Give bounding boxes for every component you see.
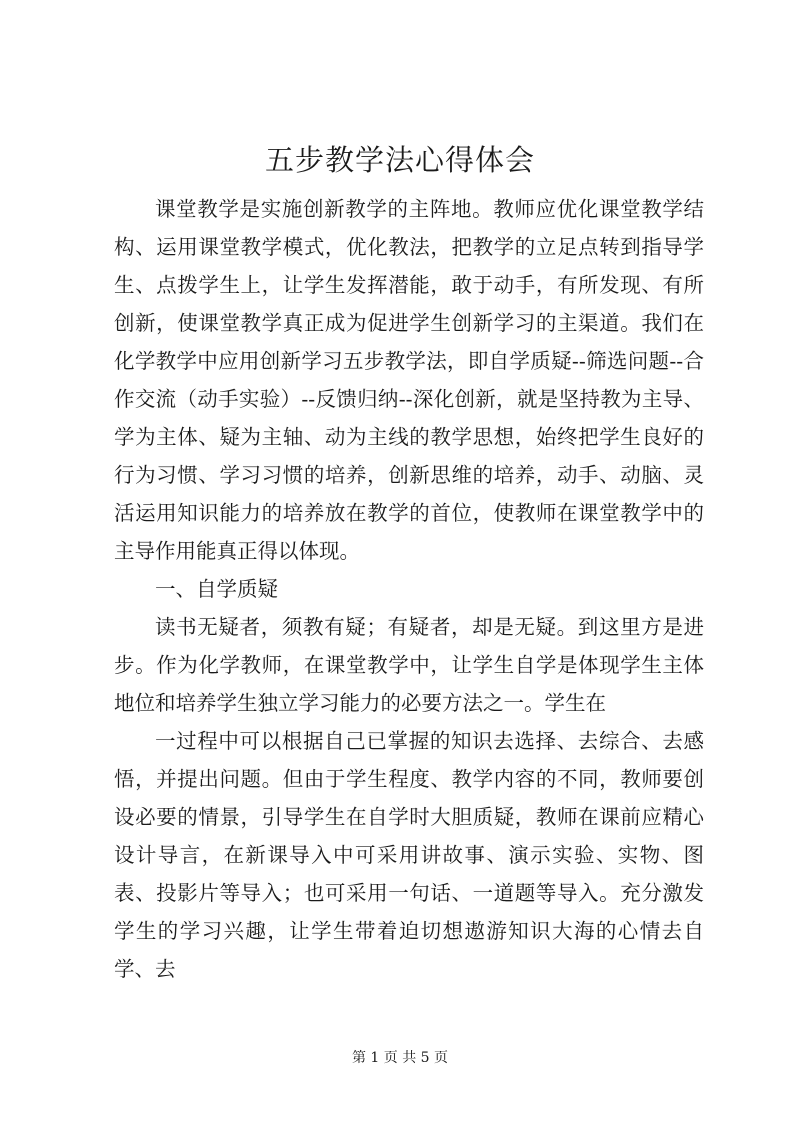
paragraph-self-study: 读书无疑者，须教有疑；有疑者，却是无疑。到这里方是进步。作为化学教师，在课堂教学中，让学生自学是体现学生主体地位和培养学生独立学习能力的必要方法之一。学生在 bbox=[114, 615, 704, 715]
section-heading-self-study: 一、自学质疑 bbox=[155, 577, 278, 601]
page-footer: 第 1 页 共 5 页 bbox=[351, 1050, 449, 1066]
document-body bbox=[114, 190, 704, 988]
paragraph-intro: 课堂教学是实施创新教学的主阵地。教师应优化课堂教学结构、运用课堂教学模式，优化教法，把教学的立足点转到指导学生、点拨学生上，让学生发挥潜能，敢于动手，有所发现、有所创新，使课堂教学真正成为促进学生创新学习的主渠道。我们在化学教学中应用创新学习五步教学法，即自学质疑--筛选问题--合作交流（动手实验）--反馈归纳--深化创新，就是坚持教为主导、学为主体、疑为主轴、动为主线的教学思想，始终把学生良好的行为习惯、学习习惯的培养，创新思维的培养，动手、动脑、灵活运用知识能力的培养放在教学的首位，使教师在课堂教学中的主导作用能真正得以体现。 bbox=[114, 197, 704, 563]
document-title: 五步教学法心得体会 bbox=[264, 143, 535, 177]
paragraph-process: 一过程中可以根据自己已掌握的知识去选择、去综合、去感悟，并提出问题。但由于学生程度、教学内容的不同，教师要创设必要的情景，引导学生在自学时大胆质疑，教师在课前应精心设计导言，在新课导入中可采用讲故事、演示实验、实物、图表、投影片等导入；也可采用一句话、一道题等导入。充分激发学生的学习兴趣，让学生带着迫切想遨游知识大海的心情去自学、去 bbox=[114, 729, 704, 981]
